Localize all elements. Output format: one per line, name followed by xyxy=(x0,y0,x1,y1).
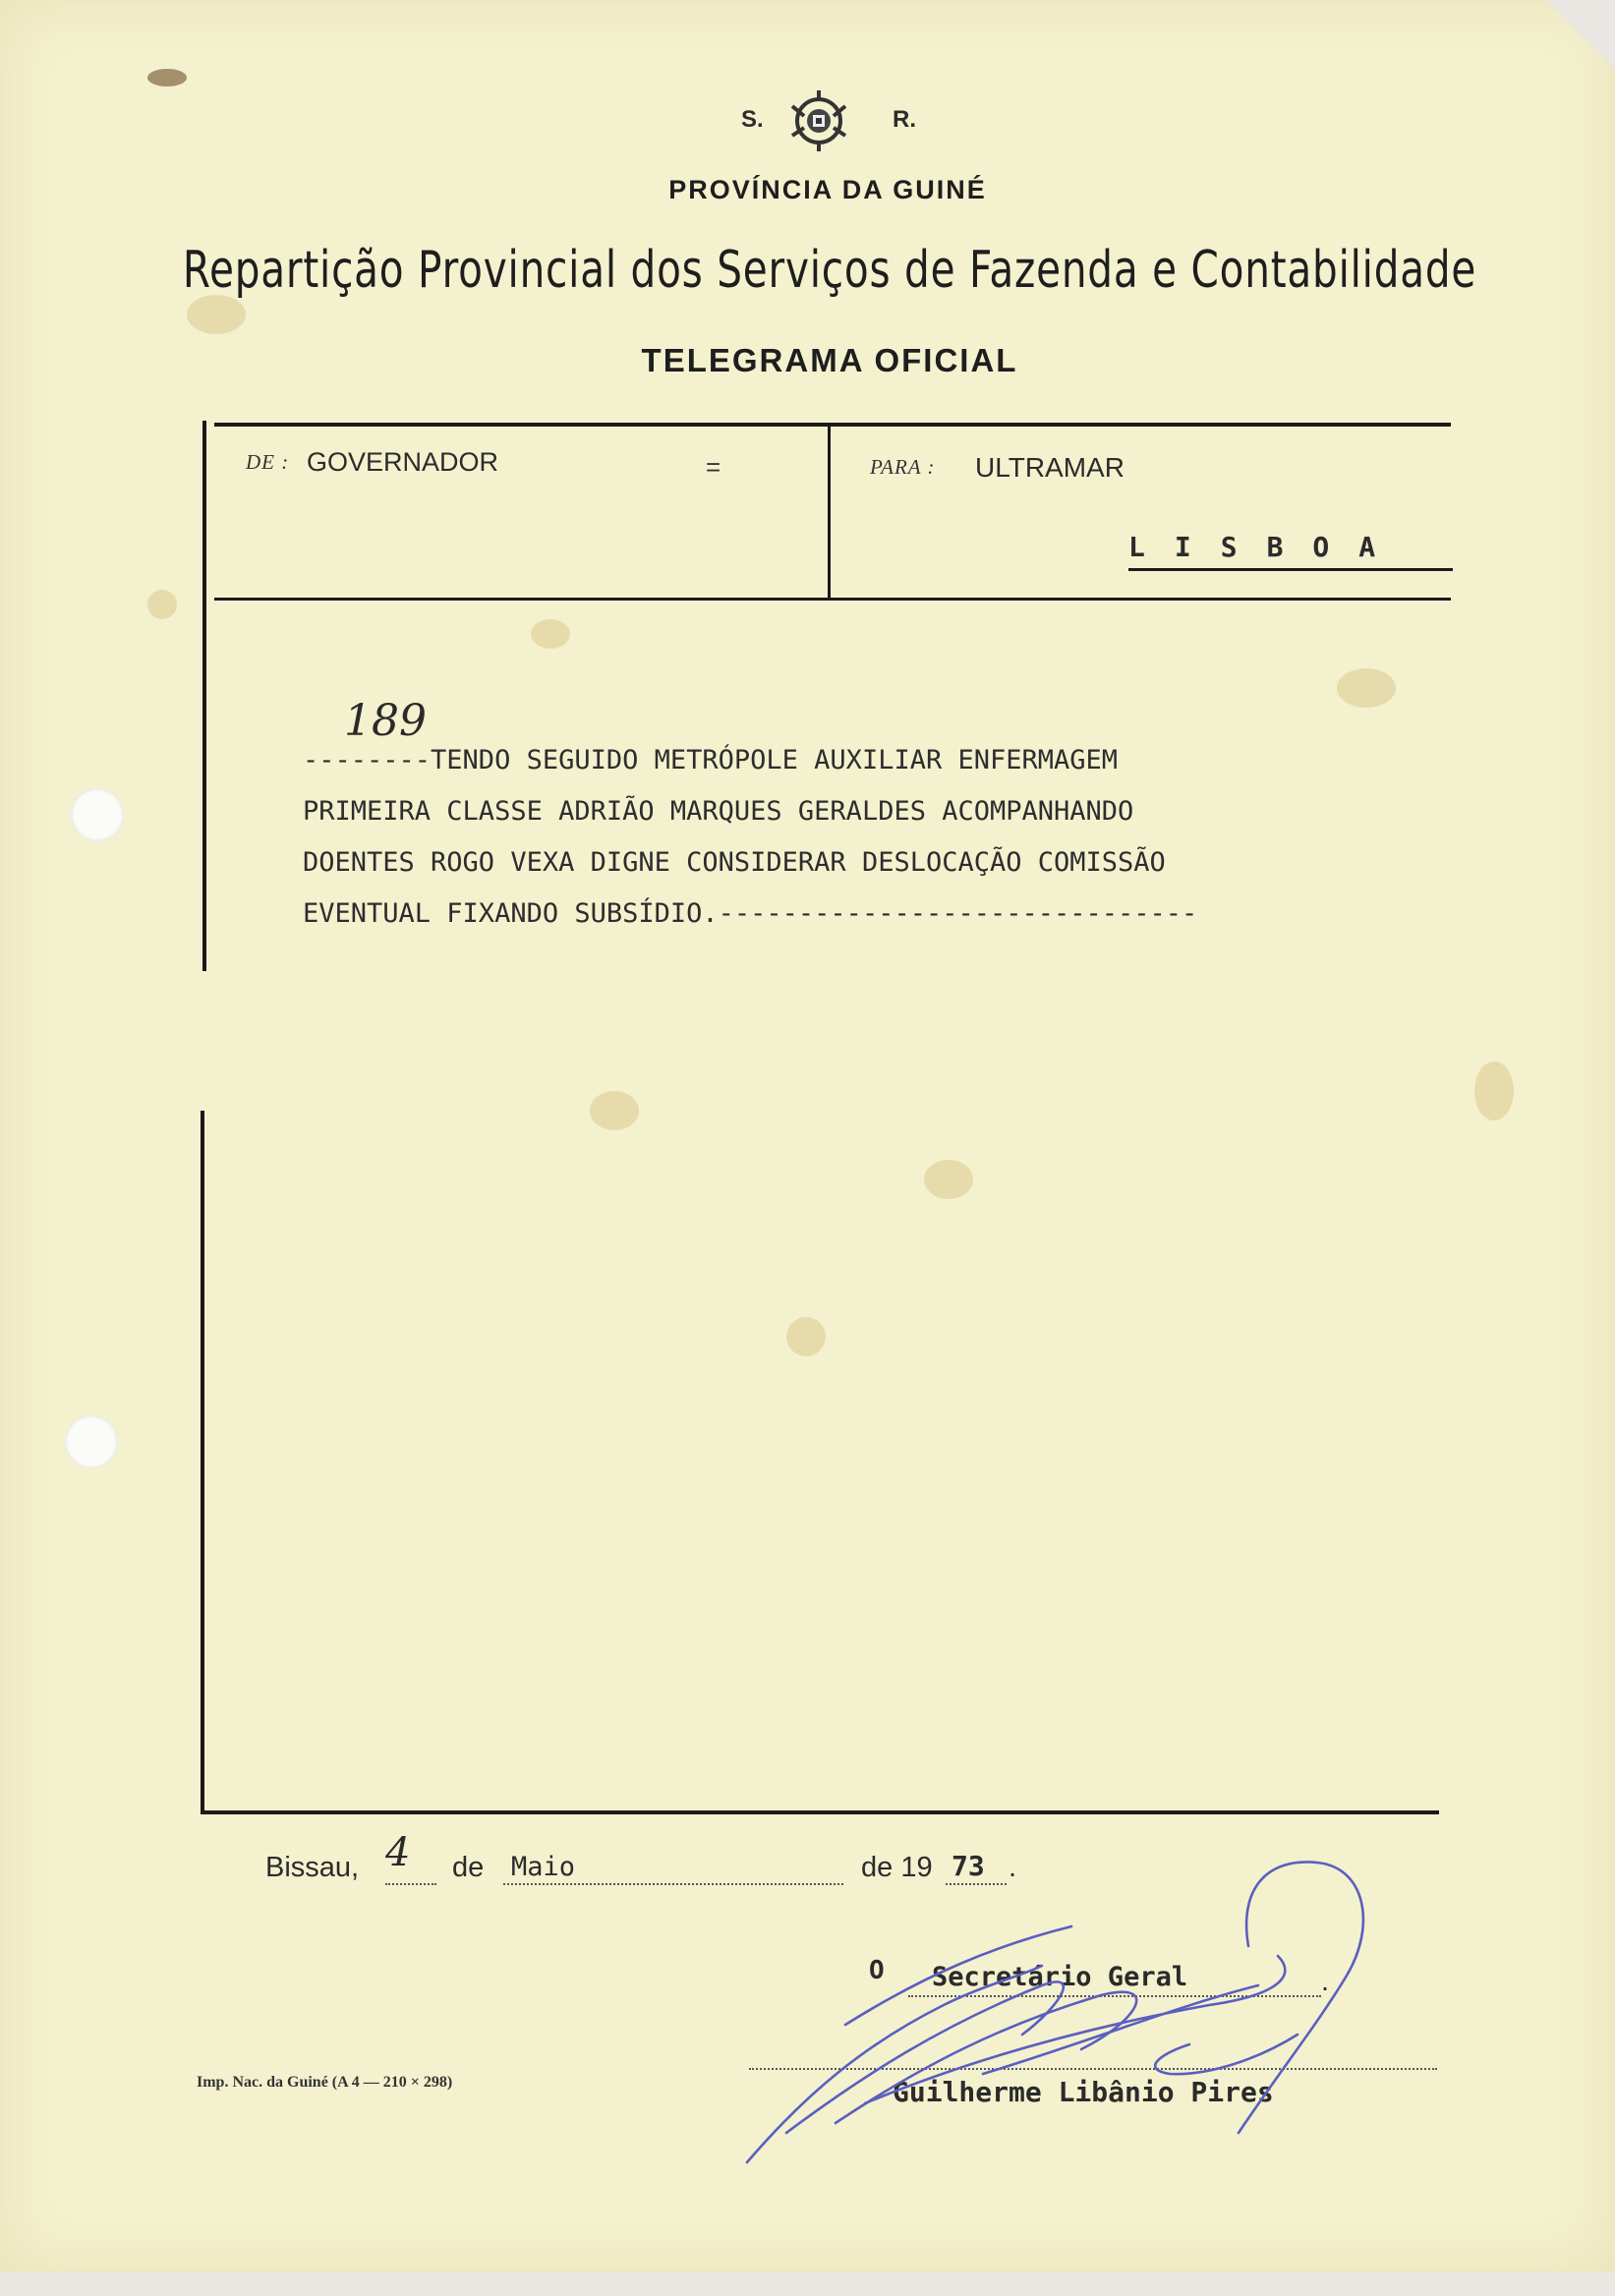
day-dotted-line xyxy=(385,1883,436,1885)
para-label: PARA : xyxy=(870,455,936,479)
title-dotted-line xyxy=(908,1995,1321,1997)
form-column-divider xyxy=(828,427,831,600)
stain-mark xyxy=(1474,1062,1514,1120)
date-month: Maio xyxy=(511,1852,576,1882)
de-value: GOVERNADOR xyxy=(307,447,499,477)
de-separator-mark: = xyxy=(706,452,721,482)
year-dotted-line xyxy=(946,1883,1007,1885)
destination-city: LISBOA xyxy=(1128,531,1406,563)
page-corner-fold xyxy=(1546,0,1615,69)
header-seal-row xyxy=(727,98,924,157)
de-label: DE : xyxy=(246,450,290,474)
form-top-border xyxy=(214,423,1451,427)
message-line-2: PRIMEIRA CLASSE ADRIÃO MARQUES GERALDES ACOMPANHANDO xyxy=(303,796,1134,827)
date-period: . xyxy=(1009,1852,1017,1883)
sr-left-letter: S. xyxy=(741,106,764,133)
date-de-2: de 19 xyxy=(861,1852,933,1883)
date-year: 73 xyxy=(952,1850,985,1882)
province-heading: PROVÍNCIA DA GUINÉ xyxy=(668,175,987,204)
ink-blot xyxy=(147,69,187,86)
stain-mark xyxy=(786,1317,826,1356)
signatory-name: Guilherme Libânio Pires xyxy=(893,2076,1274,2108)
signature-dotted-line xyxy=(749,2068,1437,2070)
handwritten-reference-number: 189 xyxy=(344,696,427,746)
stain-mark xyxy=(147,590,177,619)
printer-imprint: Imp. Nac. da Guiné (A 4 — 210 × 298) xyxy=(197,2074,453,2091)
date-de-1: de xyxy=(452,1852,485,1883)
form-left-border-upper xyxy=(202,421,206,971)
department-heading: Repartição Provincial dos Serviços de Fazenda e Contabilidade xyxy=(182,241,1477,300)
place-name: Bissau, xyxy=(265,1852,360,1883)
form-header-divider xyxy=(214,598,1451,601)
signatory-title: Secretário Geral xyxy=(932,1962,1188,1992)
stain-mark xyxy=(531,619,570,649)
stain-mark xyxy=(1337,668,1396,708)
punch-hole xyxy=(71,788,124,841)
signatory-article: O xyxy=(869,1956,885,1985)
stain-mark xyxy=(924,1160,973,1199)
message-line-1: --------TENDO SEGUIDO METRÓPOLE AUXILIAR ENFERMAGEM xyxy=(303,745,1119,775)
date-day: 4 xyxy=(385,1830,411,1875)
message-line-4: EVENTUAL FIXANDO SUBSÍDIO.------------------------------ xyxy=(303,898,1198,929)
para-value: ULTRAMAR xyxy=(975,452,1125,483)
punch-hole xyxy=(65,1415,118,1468)
document-type-heading: TELEGRAMA OFICIAL xyxy=(641,342,1018,378)
form-bottom-border xyxy=(201,1810,1439,1814)
stain-mark xyxy=(187,295,246,334)
month-dotted-line xyxy=(503,1883,843,1885)
form-left-border-lower xyxy=(201,1111,204,1810)
city-underline xyxy=(1128,568,1453,571)
coat-of-arms-icon xyxy=(784,86,853,155)
sr-right-letter: R. xyxy=(893,106,916,133)
title-end-mark: . xyxy=(1321,1966,1330,1997)
stain-mark xyxy=(590,1091,639,1130)
message-line-3: DOENTES ROGO VEXA DIGNE CONSIDERAR DESLOCAÇÃO COMISSÃO xyxy=(303,847,1166,878)
